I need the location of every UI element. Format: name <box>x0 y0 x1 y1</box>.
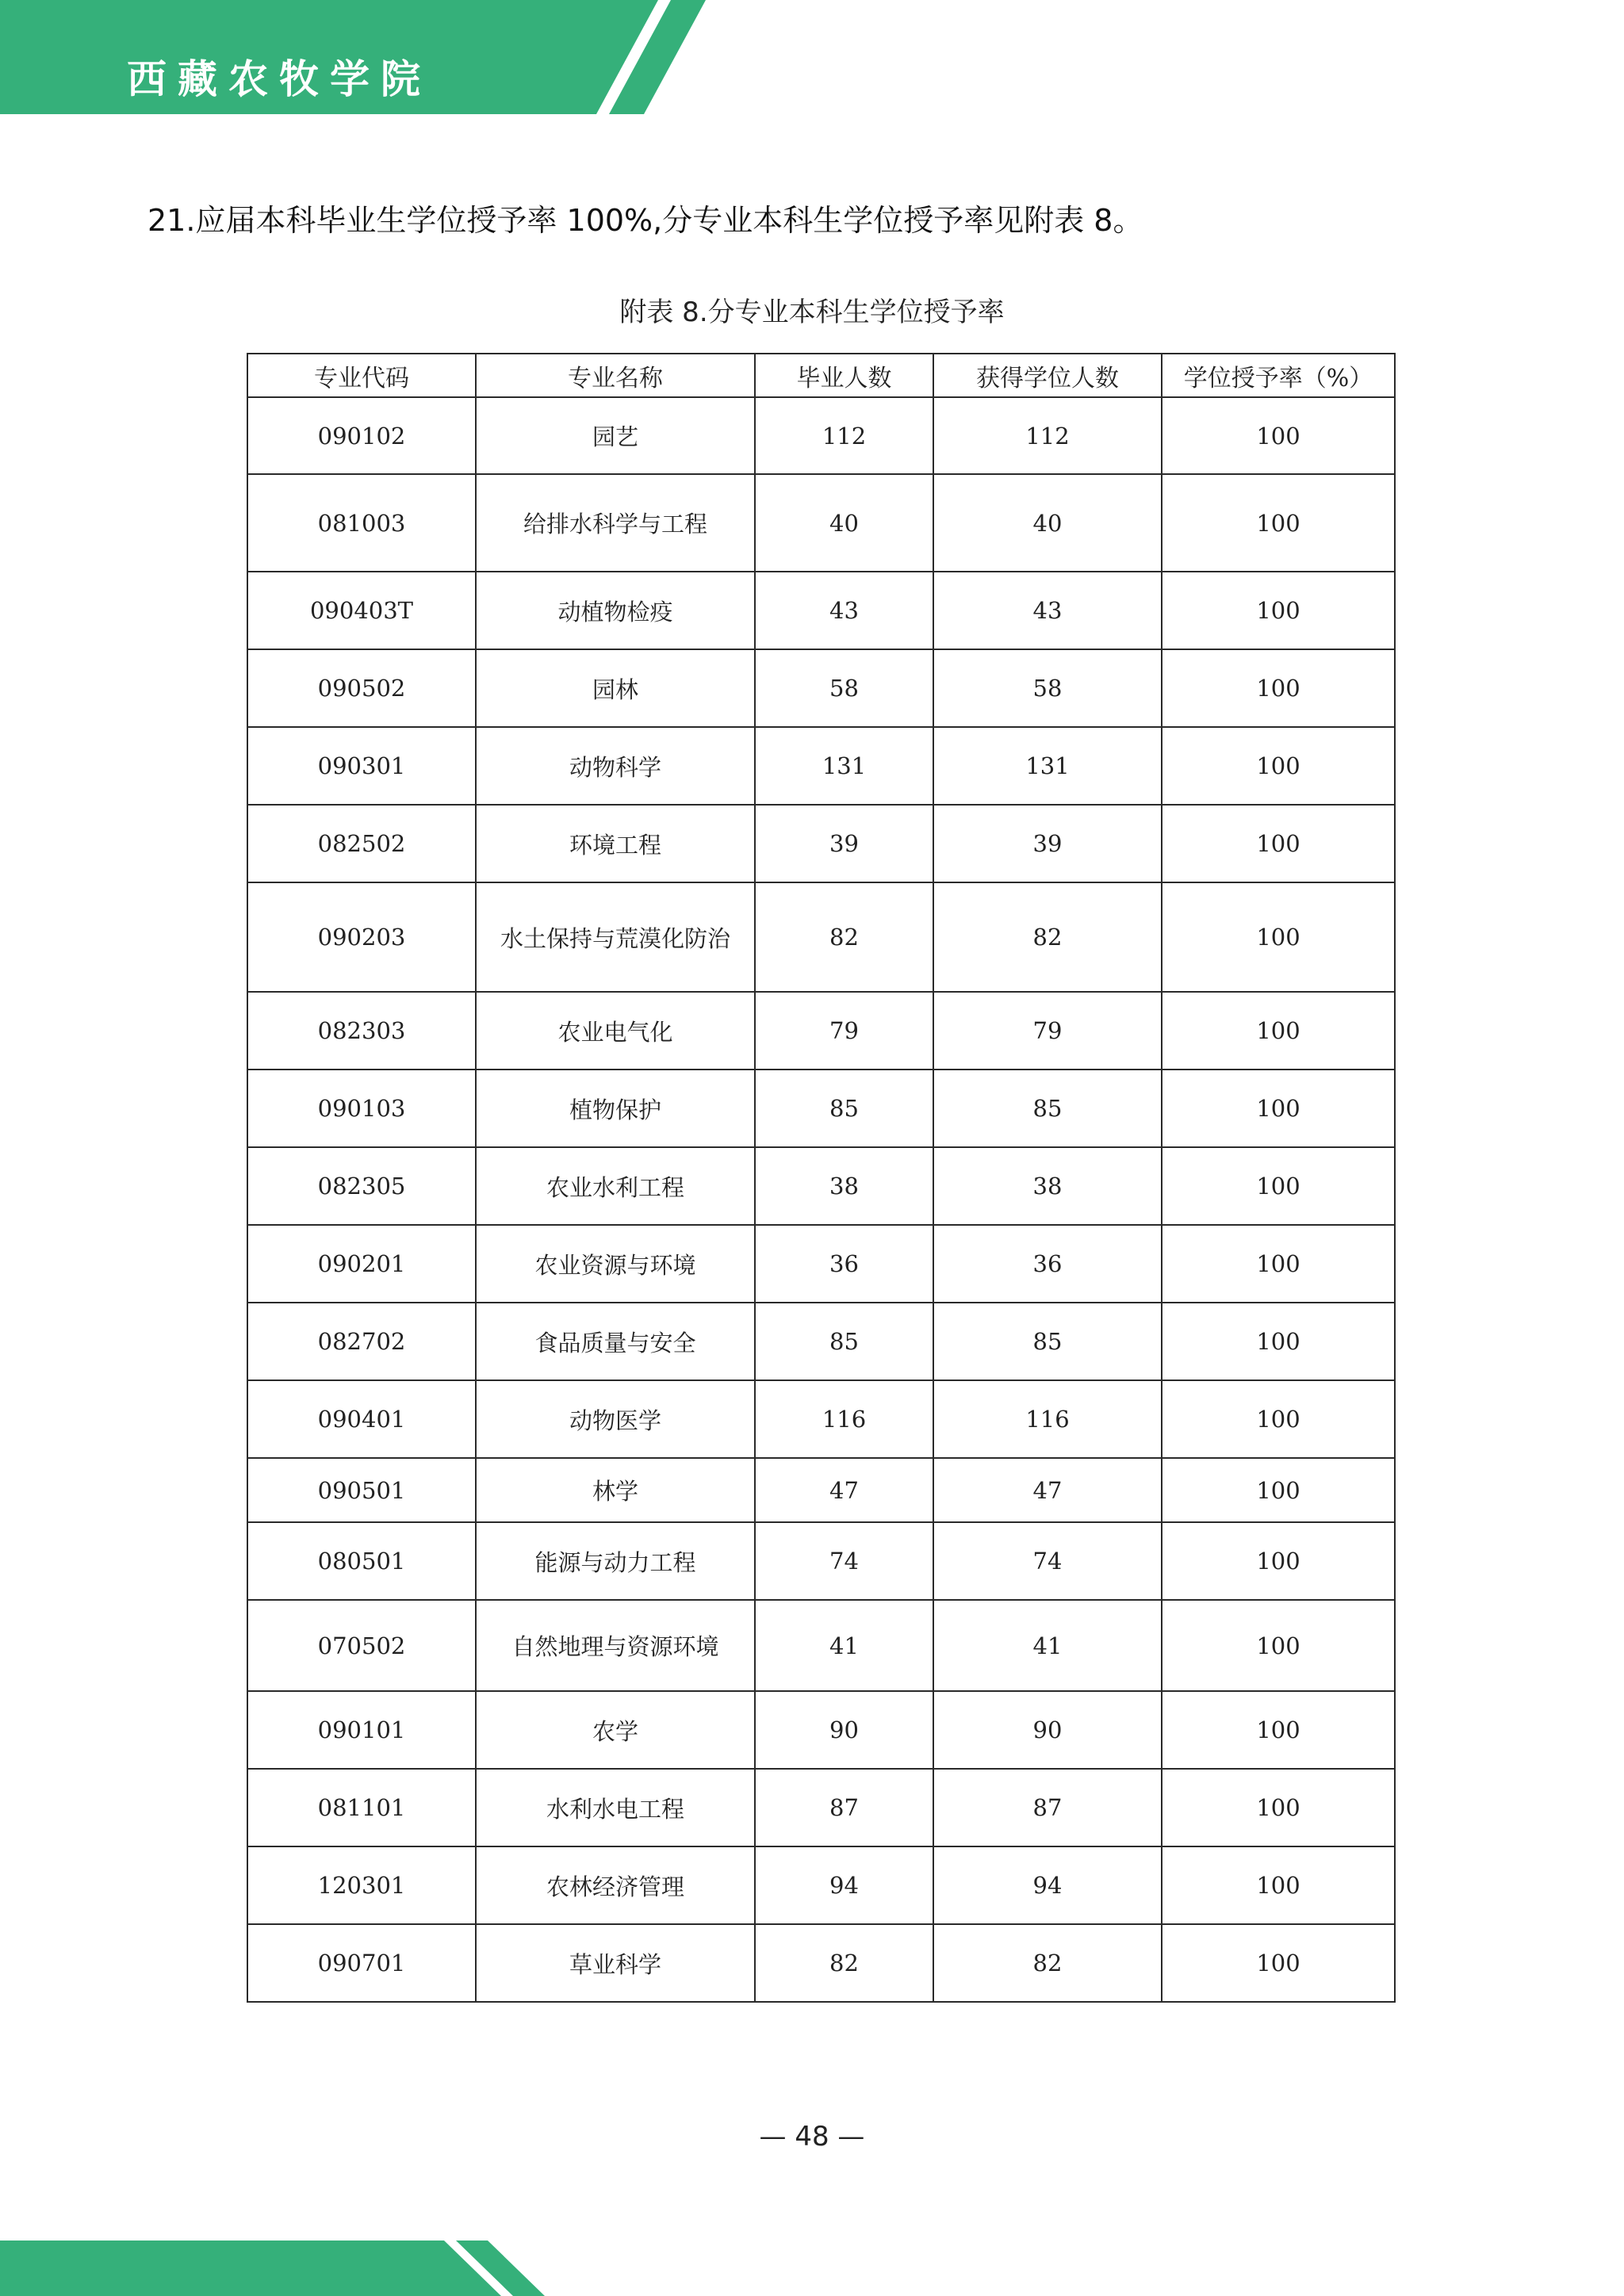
table-row <box>247 1522 1395 1600</box>
cell-graduates: 58 <box>755 649 933 727</box>
cell-major-name: 环境工程 <box>476 805 755 882</box>
table-row <box>247 1225 1395 1303</box>
cell-graduates: 43 <box>755 572 933 649</box>
cell-major-name: 自然地理与资源环境 <box>476 1600 755 1691</box>
header-degree-holders: 获得学位人数 <box>933 354 1162 397</box>
cell-major-code: 081101 <box>247 1769 476 1846</box>
cell-degree-holders: 58 <box>933 649 1162 727</box>
table-row <box>247 1070 1395 1147</box>
cell-degree-holders: 79 <box>933 992 1162 1070</box>
cell-major-name: 农业水利工程 <box>476 1147 755 1225</box>
cell-major-code: 090502 <box>247 649 476 727</box>
cell-major-name: 农学 <box>476 1691 755 1769</box>
cell-major-code: 082303 <box>247 992 476 1070</box>
cell-degree-rate: 100 <box>1162 397 1395 474</box>
cell-degree-rate: 100 <box>1162 727 1395 805</box>
cell-major-name: 给排水科学与工程 <box>476 474 755 572</box>
table-row <box>247 1846 1395 1924</box>
cell-major-name: 草业科学 <box>476 1924 755 2002</box>
cell-major-code: 090203 <box>247 882 476 992</box>
cell-degree-rate: 100 <box>1162 1458 1395 1522</box>
footer-band-main <box>0 2241 501 2296</box>
cell-major-name: 农林经济管理 <box>476 1846 755 1924</box>
cell-major-name: 食品质量与安全 <box>476 1303 755 1380</box>
table-row <box>247 1147 1395 1225</box>
cell-major-code: 070502 <box>247 1600 476 1691</box>
cell-degree-rate: 100 <box>1162 572 1395 649</box>
cell-major-code: 082702 <box>247 1303 476 1380</box>
cell-degree-holders: 94 <box>933 1846 1162 1924</box>
cell-graduates: 85 <box>755 1303 933 1380</box>
cell-graduates: 79 <box>755 992 933 1070</box>
table-row <box>247 572 1395 649</box>
cell-degree-rate: 100 <box>1162 1147 1395 1225</box>
intro-text: 21.应届本科毕业生学位授予率 100%,分专业本科生学位授予率见附表 8。 <box>147 203 1143 238</box>
cell-degree-rate: 100 <box>1162 992 1395 1070</box>
cell-major-name: 园林 <box>476 649 755 727</box>
header-major-code: 专业代码 <box>247 354 476 397</box>
cell-degree-rate: 100 <box>1162 882 1395 992</box>
cell-major-name: 农业资源与环境 <box>476 1225 755 1303</box>
cell-major-name: 能源与动力工程 <box>476 1522 755 1600</box>
cell-major-name: 农业电气化 <box>476 992 755 1070</box>
cell-major-code: 080501 <box>247 1522 476 1600</box>
cell-major-code: 090101 <box>247 1691 476 1769</box>
table-row <box>247 1924 1395 2002</box>
cell-graduates: 90 <box>755 1691 933 1769</box>
header-degree-rate: 学位授予率（%） <box>1162 354 1395 397</box>
cell-degree-rate: 100 <box>1162 805 1395 882</box>
table-row <box>247 882 1395 992</box>
cell-graduates: 94 <box>755 1846 933 1924</box>
table-row <box>247 1303 1395 1380</box>
table-row <box>247 805 1395 882</box>
footer-band <box>0 2241 1624 2296</box>
cell-graduates: 38 <box>755 1147 933 1225</box>
table-caption: 附表 8.分专业本科生学位授予率 <box>619 297 1005 328</box>
cell-major-name: 水土保持与荒漠化防治 <box>476 882 755 992</box>
cell-degree-rate: 100 <box>1162 1380 1395 1458</box>
cell-degree-holders: 41 <box>933 1600 1162 1691</box>
cell-degree-rate: 100 <box>1162 1769 1395 1846</box>
cell-degree-rate: 100 <box>1162 1846 1395 1924</box>
page-number: — 48 — <box>759 2121 865 2152</box>
cell-degree-holders: 131 <box>933 727 1162 805</box>
cell-major-code: 090301 <box>247 727 476 805</box>
cell-degree-rate: 100 <box>1162 1924 1395 2002</box>
cell-major-code: 090102 <box>247 397 476 474</box>
cell-degree-holders: 74 <box>933 1522 1162 1600</box>
cell-major-name: 植物保护 <box>476 1070 755 1147</box>
cell-major-code: 120301 <box>247 1846 476 1924</box>
table-row <box>247 1600 1395 1691</box>
cell-degree-holders: 116 <box>933 1380 1162 1458</box>
cell-major-code: 090701 <box>247 1924 476 2002</box>
table-row <box>247 1380 1395 1458</box>
table-row <box>247 1458 1395 1522</box>
cell-graduates: 40 <box>755 474 933 572</box>
cell-graduates: 131 <box>755 727 933 805</box>
cell-major-code: 090501 <box>247 1458 476 1522</box>
cell-major-code: 090403T <box>247 572 476 649</box>
cell-graduates: 82 <box>755 882 933 992</box>
header-graduates: 毕业人数 <box>755 354 933 397</box>
cell-major-name: 林学 <box>476 1458 755 1522</box>
cell-major-code: 090401 <box>247 1380 476 1458</box>
table-row <box>247 992 1395 1070</box>
school-name-title: 西藏农牧学院 <box>127 55 431 102</box>
cell-major-name: 水利水电工程 <box>476 1769 755 1846</box>
cell-degree-holders: 112 <box>933 397 1162 474</box>
table-row <box>247 649 1395 727</box>
table-header-row <box>247 354 1395 397</box>
table-row <box>247 1769 1395 1846</box>
cell-degree-holders: 87 <box>933 1769 1162 1846</box>
cell-degree-rate: 100 <box>1162 1522 1395 1600</box>
cell-major-code: 090103 <box>247 1070 476 1147</box>
cell-major-name: 动物医学 <box>476 1380 755 1458</box>
cell-degree-holders: 90 <box>933 1691 1162 1769</box>
cell-degree-holders: 39 <box>933 805 1162 882</box>
cell-graduates: 36 <box>755 1225 933 1303</box>
table-row <box>247 474 1395 572</box>
cell-degree-holders: 85 <box>933 1070 1162 1147</box>
cell-degree-rate: 100 <box>1162 1303 1395 1380</box>
cell-graduates: 112 <box>755 397 933 474</box>
cell-major-code: 081003 <box>247 474 476 572</box>
cell-degree-holders: 82 <box>933 882 1162 992</box>
cell-major-code: 090201 <box>247 1225 476 1303</box>
cell-degree-holders: 40 <box>933 474 1162 572</box>
cell-major-name: 园艺 <box>476 397 755 474</box>
cell-degree-holders: 85 <box>933 1303 1162 1380</box>
cell-major-name: 动物科学 <box>476 727 755 805</box>
table-row <box>247 1691 1395 1769</box>
cell-major-code: 082502 <box>247 805 476 882</box>
cell-graduates: 47 <box>755 1458 933 1522</box>
cell-major-code: 082305 <box>247 1147 476 1225</box>
cell-graduates: 74 <box>755 1522 933 1600</box>
cell-degree-rate: 100 <box>1162 1070 1395 1147</box>
cell-graduates: 41 <box>755 1600 933 1691</box>
cell-degree-holders: 43 <box>933 572 1162 649</box>
table-row <box>247 397 1395 474</box>
cell-graduates: 82 <box>755 1924 933 2002</box>
cell-graduates: 39 <box>755 805 933 882</box>
cell-major-name: 动植物检疫 <box>476 572 755 649</box>
cell-graduates: 85 <box>755 1070 933 1147</box>
degree-rate-table <box>247 353 1396 2003</box>
cell-degree-rate: 100 <box>1162 1600 1395 1691</box>
header-major-name: 专业名称 <box>476 354 755 397</box>
cell-degree-rate: 100 <box>1162 474 1395 572</box>
cell-degree-holders: 38 <box>933 1147 1162 1225</box>
cell-degree-rate: 100 <box>1162 649 1395 727</box>
cell-degree-rate: 100 <box>1162 1225 1395 1303</box>
cell-graduates: 116 <box>755 1380 933 1458</box>
table-row <box>247 727 1395 805</box>
cell-degree-holders: 47 <box>933 1458 1162 1522</box>
cell-degree-holders: 36 <box>933 1225 1162 1303</box>
cell-degree-holders: 82 <box>933 1924 1162 2002</box>
cell-degree-rate: 100 <box>1162 1691 1395 1769</box>
cell-graduates: 87 <box>755 1769 933 1846</box>
